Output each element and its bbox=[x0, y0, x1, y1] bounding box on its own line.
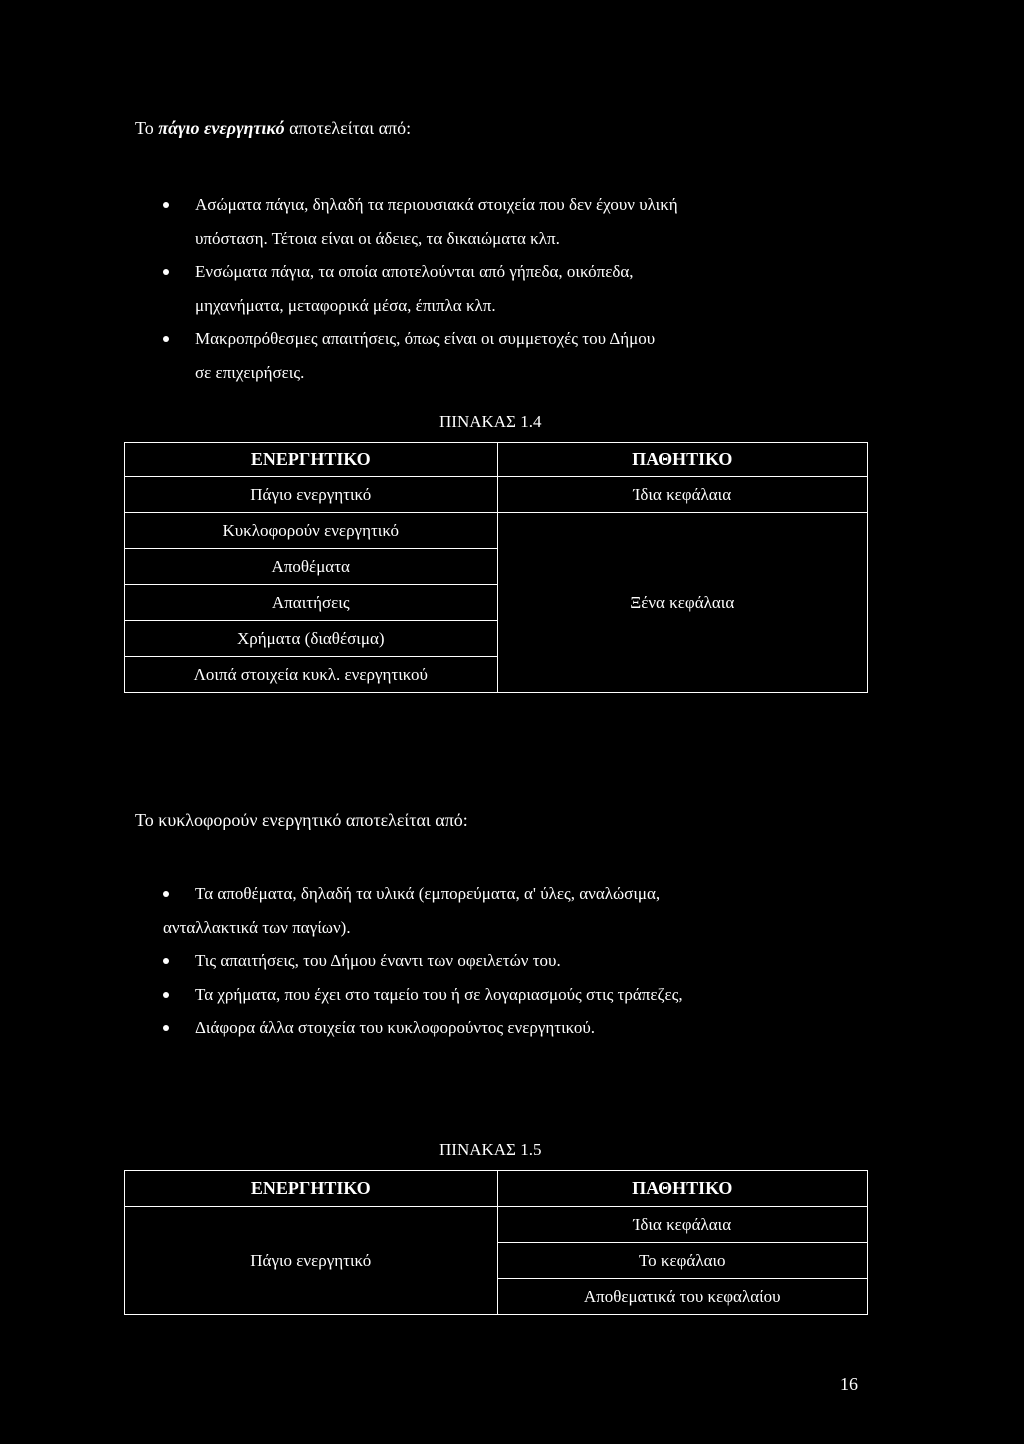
table-cell: Αποθέματα bbox=[125, 549, 498, 585]
current-assets-list bbox=[163, 877, 863, 1045]
list-item: Μακροπρόθεσμες απαιτήσεις, όπως είναι οι συμμετοχές του Δήμου σε επιχειρήσεις. bbox=[163, 322, 843, 389]
list-item: Ασώματα πάγια, δηλαδή τα περιουσιακά στοιχεία που δεν έχουν υλική υπόσταση. Τέτοια είναι οι άδειες, τα δικαιώματα κλπ. bbox=[163, 188, 843, 255]
list-item: Τις απαιτήσεις, του Δήμου έναντι των οφειλετών του. bbox=[163, 944, 863, 978]
balance-sheet-table-1-4 bbox=[124, 442, 868, 693]
section2-heading: Το κυκλοφορούν ενεργητικό αποτελείται από: bbox=[135, 810, 468, 830]
bullet-icon bbox=[163, 336, 169, 342]
bullet-icon bbox=[163, 958, 169, 964]
bullet-icon bbox=[163, 992, 169, 998]
column-header-assets: ΕΝΕΡΓΗΤΙΚΟ bbox=[125, 1171, 498, 1207]
bullet-icon bbox=[163, 1025, 169, 1031]
table-cell: Κυκλοφορούν ενεργητικό bbox=[125, 513, 498, 549]
table-cell: Πάγιο ενεργητικό bbox=[125, 477, 498, 513]
list-item: Τα χρήματα, που έχει στο ταμείο του ή σε λογαριασμούς στις τράπεζες, bbox=[163, 978, 863, 1012]
table-cell: Χρήματα (διαθέσιμα) bbox=[125, 621, 498, 657]
column-header-assets: ΕΝΕΡΓΗΤΙΚΟ bbox=[125, 443, 498, 477]
column-header-liabilities: ΠΑΘΗΤΙΚΟ bbox=[497, 443, 867, 477]
table-cell: Απαιτήσεις bbox=[125, 585, 498, 621]
table-cell: Ξένα κεφάλαια bbox=[497, 513, 867, 693]
table-cell: Λοιπά στοιχεία κυκλ. ενεργητικού bbox=[125, 657, 498, 693]
section1-heading: Το πάγιο ενεργητικό αποτελείται από: bbox=[135, 118, 412, 138]
list-item: Ενσώματα πάγια, τα οποία αποτελούνται από γήπεδα, οικόπεδα, μηχανήματα, μεταφορικά μέσα, έπιπλα κλπ. bbox=[163, 255, 843, 322]
table-cell: Ίδια κεφάλαια bbox=[497, 477, 867, 513]
column-header-liabilities: ΠΑΘΗΤΙΚΟ bbox=[497, 1171, 867, 1207]
table-caption: ΠΙΝΑΚΑΣ 1.4 bbox=[439, 412, 542, 431]
table-cell: Ίδια κεφάλαια bbox=[497, 1207, 867, 1243]
balance-sheet-table-1-5 bbox=[124, 1170, 868, 1315]
table-caption: ΠΙΝΑΚΑΣ 1.5 bbox=[439, 1140, 542, 1159]
emphasis-fixed-assets: πάγιο ενεργητικό bbox=[158, 118, 285, 138]
bullet-icon bbox=[163, 269, 169, 275]
bullet-icon bbox=[163, 202, 169, 208]
table-cell: Το κεφάλαιο bbox=[497, 1243, 867, 1279]
table-cell: Αποθεματικά του κεφαλαίου bbox=[497, 1279, 867, 1315]
bullet-icon bbox=[163, 891, 169, 897]
page-number: 16 bbox=[840, 1374, 858, 1394]
fixed-assets-list bbox=[163, 188, 843, 389]
list-item: Διάφορα άλλα στοιχεία του κυκλοφορούντος ενεργητικού. bbox=[163, 1011, 863, 1045]
list-item: Τα αποθέματα, δηλαδή τα υλικά (εμπορεύματα, α' ύλες, αναλώσιμα, ανταλλακτικά των παγίων). bbox=[163, 884, 661, 937]
table-cell: Πάγιο ενεργητικό bbox=[125, 1207, 498, 1315]
